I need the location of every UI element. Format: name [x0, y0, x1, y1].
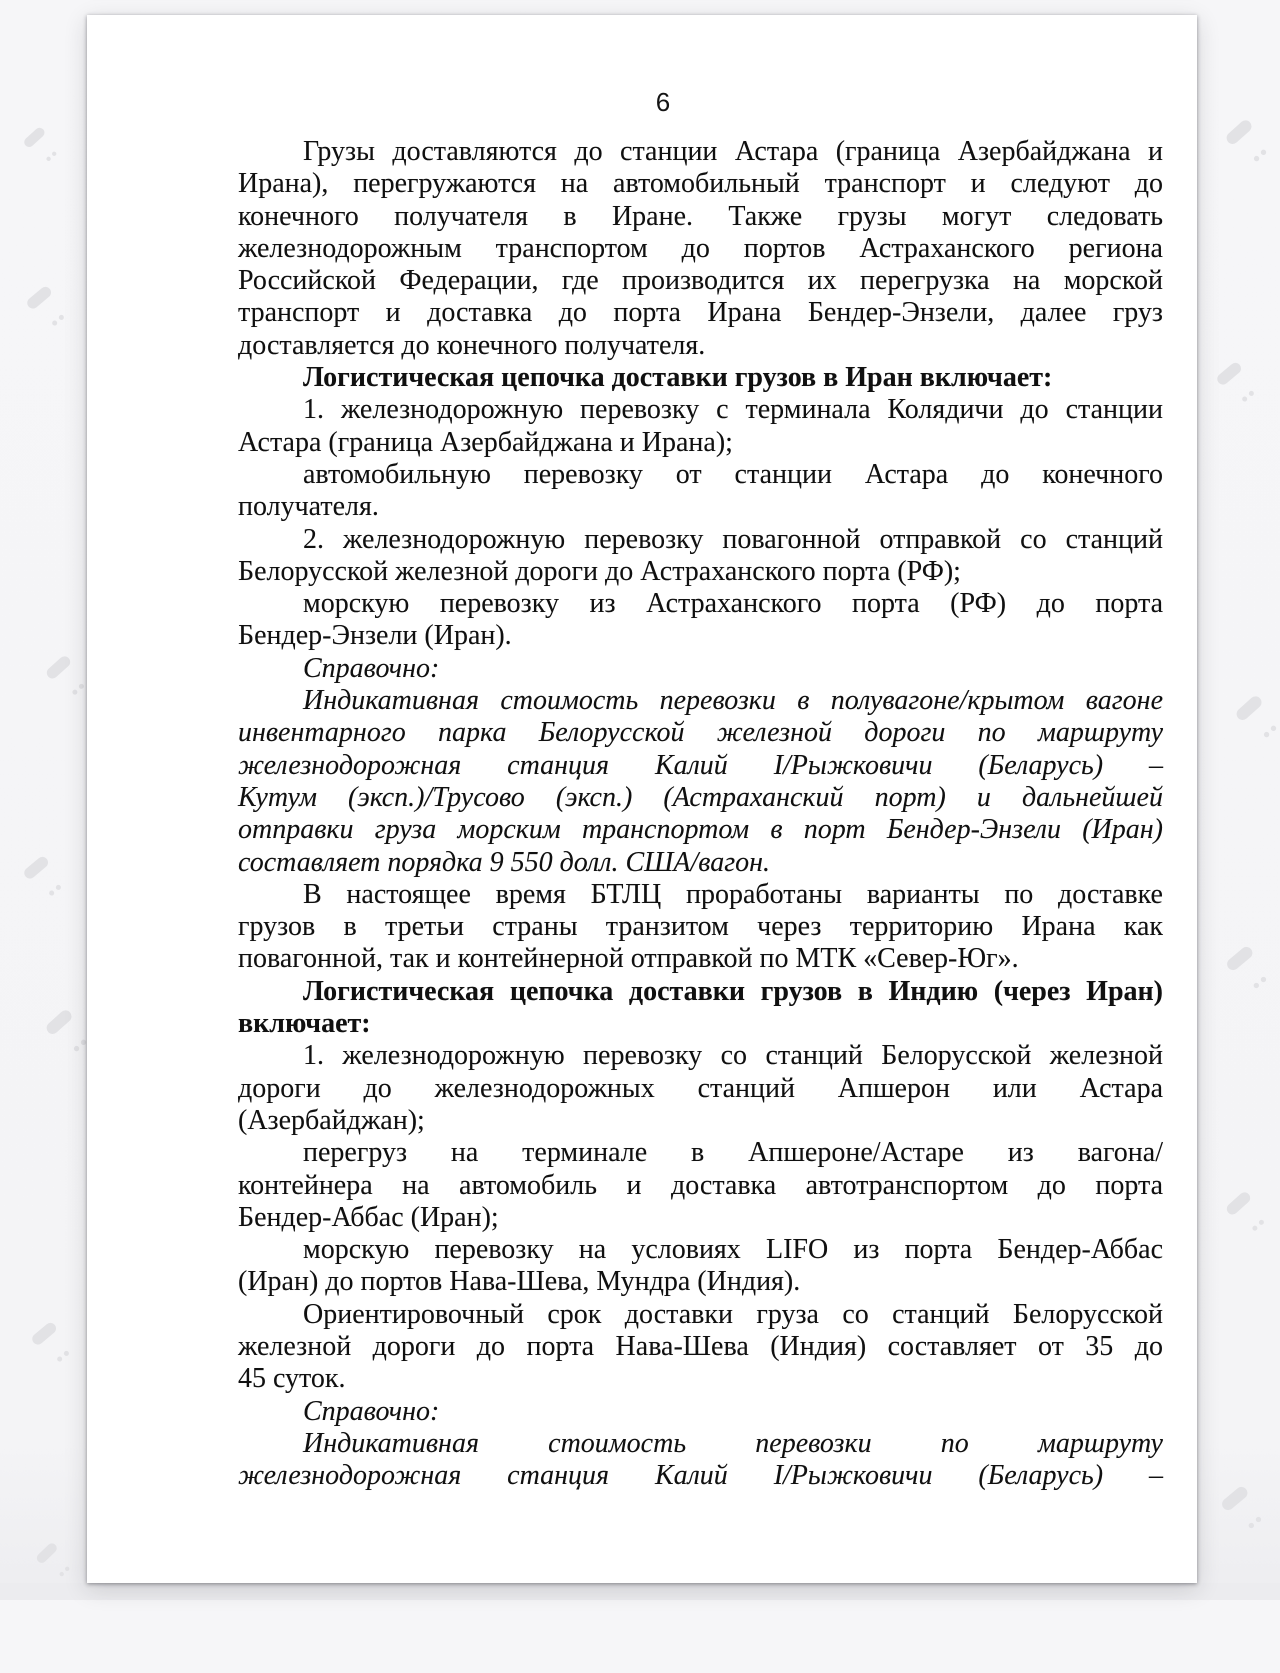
text-line: повагонной, так и контейнерной отправкой по МТК «Север-Юг». [238, 943, 1019, 975]
paragraph [238, 362, 1163, 394]
text-line: конечного получателя в Иране. Также грузы могут следовать [238, 200, 1163, 232]
text-line: Ирана), перегружаются на автомобильный транспорт и следуют до [238, 168, 1163, 200]
text-line: Индикативная стоимость перевозки по маршруту [303, 1427, 1163, 1459]
text-line: грузов в третьи страны транзитом через территорию Ирана как [238, 911, 1163, 943]
text-line: железнодорожная станция Калий I/Рыжковичи (Беларусь) – [238, 749, 1163, 781]
text-line: включает: [238, 1008, 371, 1040]
paragraph [238, 976, 1163, 1041]
page-number: 6 [655, 87, 671, 117]
text-line: получателя. [238, 491, 379, 523]
text-line: Индикативная стоимость перевозки в полувагоне/крытом вагоне [303, 685, 1163, 717]
text-line: контейнера на автомобиль и доставка автотранспортом до порта [238, 1169, 1163, 1201]
text-line: железнодорожным транспортом до портов Астраханского региона [238, 232, 1163, 264]
paragraph [238, 879, 1163, 976]
text-line: Белорусской железной дороги до Астраханского порта (РФ); [238, 555, 961, 587]
background-bottom-strip [0, 1583, 1280, 1600]
text-line: железной дороги до порта Нава-Шева (Индия) составляет от 35 до [238, 1330, 1163, 1362]
paragraph [238, 685, 1163, 879]
paragraph [238, 1040, 1163, 1137]
paragraph [238, 1299, 1163, 1396]
text-line: автомобильную перевозку от станции Астара до конечного [303, 458, 1163, 490]
text-line: Кутум (эксп.)/Трусово (эксп.) (Астраханский порт) и дальнейшей [238, 781, 1163, 813]
text-line: отправки груза морским транспортом в порт Бендер-Энзели (Иран) [238, 814, 1163, 846]
text-line: Справочно: [303, 652, 440, 684]
text-line: железнодорожная станция Калий I/Рыжковичи (Беларусь) – [238, 1460, 1163, 1492]
text-line: морскую перевозку из Астраханского порта (РФ) до порта [303, 588, 1163, 620]
text-line: Логистическая цепочка доставки грузов в Иран включает: [303, 362, 1053, 394]
text-line: 45 суток. [238, 1363, 346, 1395]
paragraph [238, 1428, 1163, 1493]
text-line: инвентарного парка Белорусской железной дороги по маршруту [238, 717, 1163, 749]
text-line: 1. железнодорожную перевозку с терминала Колядичи до станции [303, 394, 1163, 426]
text-line: составляет порядка 9 550 долл. США/вагон. [238, 846, 771, 878]
paragraph [238, 1137, 1163, 1234]
text-line: Бендер-Аббас (Иран); [238, 1201, 499, 1233]
text-line: морскую перевозку на условиях LIFO из порта Бендер-Аббас [303, 1234, 1163, 1266]
text-line: Грузы доставляются до станции Астара (граница Азербайджана и [303, 136, 1163, 167]
text-line: Ориентировочный срок доставки груза со станций Белорусской [303, 1298, 1163, 1330]
paragraph [238, 1234, 1163, 1299]
paragraph [238, 1396, 1163, 1428]
text-line: Астара (граница Азербайджана и Ирана); [238, 426, 733, 458]
text-line: Справочно: [303, 1395, 440, 1427]
paragraph [238, 588, 1163, 653]
paragraph [238, 136, 1163, 362]
text-line: доставляется до конечного получателя. [238, 329, 706, 361]
text-line: дороги до железнодорожных станций Апшерон или Астара [238, 1072, 1163, 1104]
text-line: Бендер-Энзели (Иран). [238, 620, 512, 652]
document-body [238, 136, 1163, 1492]
paragraph [238, 653, 1163, 685]
text-line: В настоящее время БТЛЦ проработаны варианты по доставке [303, 878, 1163, 910]
text-line: 1. железнодорожную перевозку со станций Белорусской железной [303, 1040, 1163, 1072]
text-line: Российской Федерации, где производится их перегрузка на морской [238, 265, 1163, 297]
paragraph [238, 394, 1163, 459]
text-line: перегруз на терминале в Апшероне/Астаре из вагона/ [303, 1137, 1163, 1169]
document-page [87, 15, 1197, 1583]
text-line: (Иран) до портов Нава-Шева, Мундра (Индия). [238, 1266, 801, 1298]
text-line: 2. железнодорожную перевозку повагонной отправкой со станций [303, 523, 1163, 555]
paragraph [238, 459, 1163, 524]
text-line: транспорт и доставка до порта Ирана Бендер-Энзели, далее груз [238, 297, 1163, 329]
text-line: (Азербайджан); [238, 1104, 425, 1136]
text-line: Логистическая цепочка доставки грузов в Индию (через Иран) [303, 975, 1163, 1007]
paragraph [238, 524, 1163, 589]
